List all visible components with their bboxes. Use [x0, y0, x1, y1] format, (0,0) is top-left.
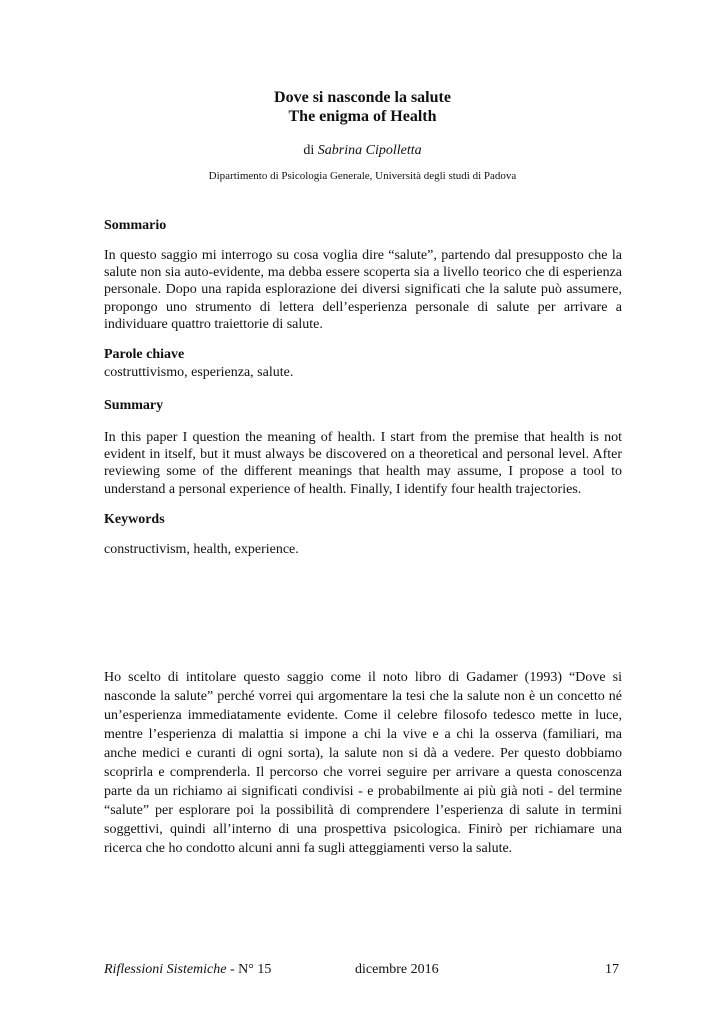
- footer-issue: - N° 15: [226, 962, 272, 977]
- affiliation: Dipartimento di Psicologia Generale, Università degli studi di Padova: [208, 170, 517, 182]
- title-english: The enigma of Health: [288, 108, 437, 125]
- author-name: Sabrina Cipolletta: [317, 143, 422, 158]
- footer-date: dicembre 2016: [355, 962, 439, 977]
- author-line: [0, 143, 725, 159]
- footer-journal: [104, 962, 271, 978]
- section-heading-summary: Summary: [104, 398, 164, 413]
- abstract-english: In this paper I question the meaning of health. I start from the premise that health is not evident in itself, but it must always be discovered on a theoretical and personal level. After reviewing some of the different meanings that health may assume, I propose a tool to understand a personal experience of health. Finally, I identify four health trajectories.: [104, 430, 622, 497]
- keywords-italian: costruttivismo, esperienza, salute.: [104, 365, 294, 380]
- page-number: 17: [605, 962, 619, 977]
- section-heading-parole-chiave: Parole chiave: [104, 347, 185, 362]
- footer-journal-name: Riflessioni Sistemiche: [104, 962, 227, 977]
- title-italian: Dove si nasconde la salute: [274, 89, 451, 106]
- abstract-italian: In questo saggio mi interrogo su cosa voglia dire “salute”, partendo dal presupposto che la salute non sia auto-evidente, ma debba essere scoperta sia a livello teorico che di esperienza personale. Dopo una rapida esplorazione dei diversi significati che la salute può assumere, propongo uno strumento di lettera dell’esperienza personale di salute per arrivare a individuare quattro traiettorie di salute.: [104, 248, 622, 332]
- section-heading-keywords: Keywords: [104, 512, 165, 527]
- section-heading-sommario: Sommario: [104, 218, 167, 233]
- keywords-english: constructivism, health, experience.: [104, 542, 299, 557]
- author-prefix: di: [303, 143, 315, 158]
- body-paragraph: Ho scelto di intitolare questo saggio come il noto libro di Gadamer (1993) “Dove si nasconde la salute” perché vorrei qui argomentare la tesi che la salute non è un concetto né un’esperienza immediatamente evidente. Come il celebre filosofo tedesco mette in luce, mentre l’esperienza di malattia si impone a chi la vive e a chi la osserva (familiari, ma anche medici e curanti di ogni sorta), la salute non si dà a vedere. Per questo dobbiamo scoprirla e comprenderla. Il percorso che vorrei seguire per arrivare a questa conoscenza parte da un richiamo ai significati condivisi - e probabilmente ai più già noti - del termine “salute” per esplorare poi la possibilità di comprendere l’esperienza di salute in termini soggettivi, quindi all’interno di una prospettiva psicologica. Finirò per richiamare una ricerca che ho condotto alcuni anni fa sugli atteggiamenti verso la salute.: [104, 670, 622, 856]
